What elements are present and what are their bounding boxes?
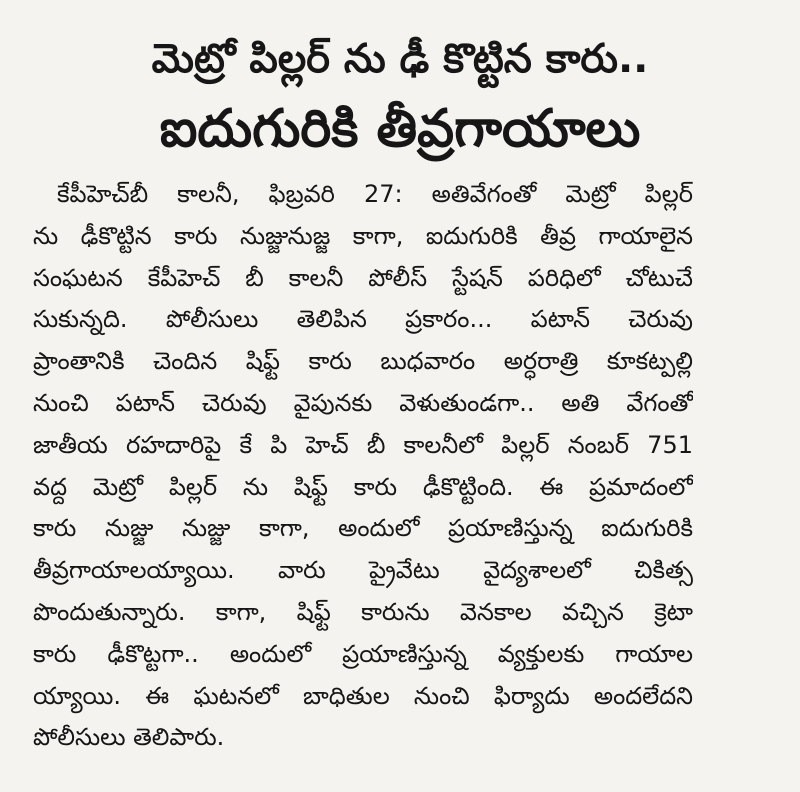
cropped-next-article-text xyxy=(0,780,800,792)
article-line: పొందుతున్నారు. కాగా, షిఫ్ట్ కారును వెనకాల వచ్చిన క్రెటా xyxy=(33,597,693,626)
cropped-previous-article-line xyxy=(30,0,38,14)
article-line: తీవ్రగాయాలయ్యాయి. వారు ప్రైవేటు వైద్యశాలలో చికిత్స xyxy=(33,556,693,585)
article-line: సంఘటన కేపీహెచ్ బీ కాలనీ పోలీస్ స్టేషన్ పరిధిలో చోటుచే xyxy=(33,263,693,292)
headline-line-2: ఐదుగురికి తీవ్రగాయాలు xyxy=(159,99,641,159)
article-line: సుకున్నది. పోలీసులు తెలిపిన ప్రకారం... పటాన్ చెరువు xyxy=(33,305,693,334)
cropped-previous-article-text xyxy=(0,0,800,14)
headline-line-1: మెట్రో పిల్లర్ ను ఢీ కొట్టిన కారు.. xyxy=(151,36,649,82)
article-line: నుంచి పటాన్ చెరువు వైపునకు వెళుతుండగా.. అతి వేగంతో xyxy=(33,388,693,417)
article-line: జాతీయ రహదారిపై కే పి హెచ్ బీ కాలనీలో పిల్లర్ నంబర్ 751 xyxy=(33,430,693,459)
article-line: వద్ద మెట్రో పిల్లర్ ను షిఫ్ట్ కారు ఢీకొట్టింది. ఈ ప్రమాదంలో xyxy=(33,472,693,501)
article-line: కేపీహెచ్‌బీ కాలనీ, ఫిబ్రవరి 27: అతివేగంతో మెట్రో పిల్లర్ xyxy=(57,180,693,208)
article-line: పోలీసులు తెలిపారు. xyxy=(33,723,225,752)
article-line: కారు ఢీకొట్టగా.. అందులో ప్రయాణిస్తున్న వ్యక్తులకు గాయాల xyxy=(33,639,693,668)
article-line: ను ఢీకొట్టిన కారు నుజ్జునుజ్జ కాగా, ఐదుగురికి తీవ్ర గాయాలైన xyxy=(33,221,693,250)
article-line: కారు నుజ్జు నుజ్జు కాగా, అందులో ప్రయాణిస్తున్న ఐదుగురికి xyxy=(33,514,693,543)
article-line: య్యాయి. ఈ ఘటనలో బాధితుల నుంచి ఫిర్యాదు అందలేదని xyxy=(33,681,693,710)
article-body xyxy=(33,174,693,759)
article-line: ప్రాంతానికి చెందిన షిఫ్ట్ కారు బుధవారం అర్ధరాత్రి కూకట్పల్లి xyxy=(33,347,693,376)
cropped-next-article-line xyxy=(250,780,257,792)
